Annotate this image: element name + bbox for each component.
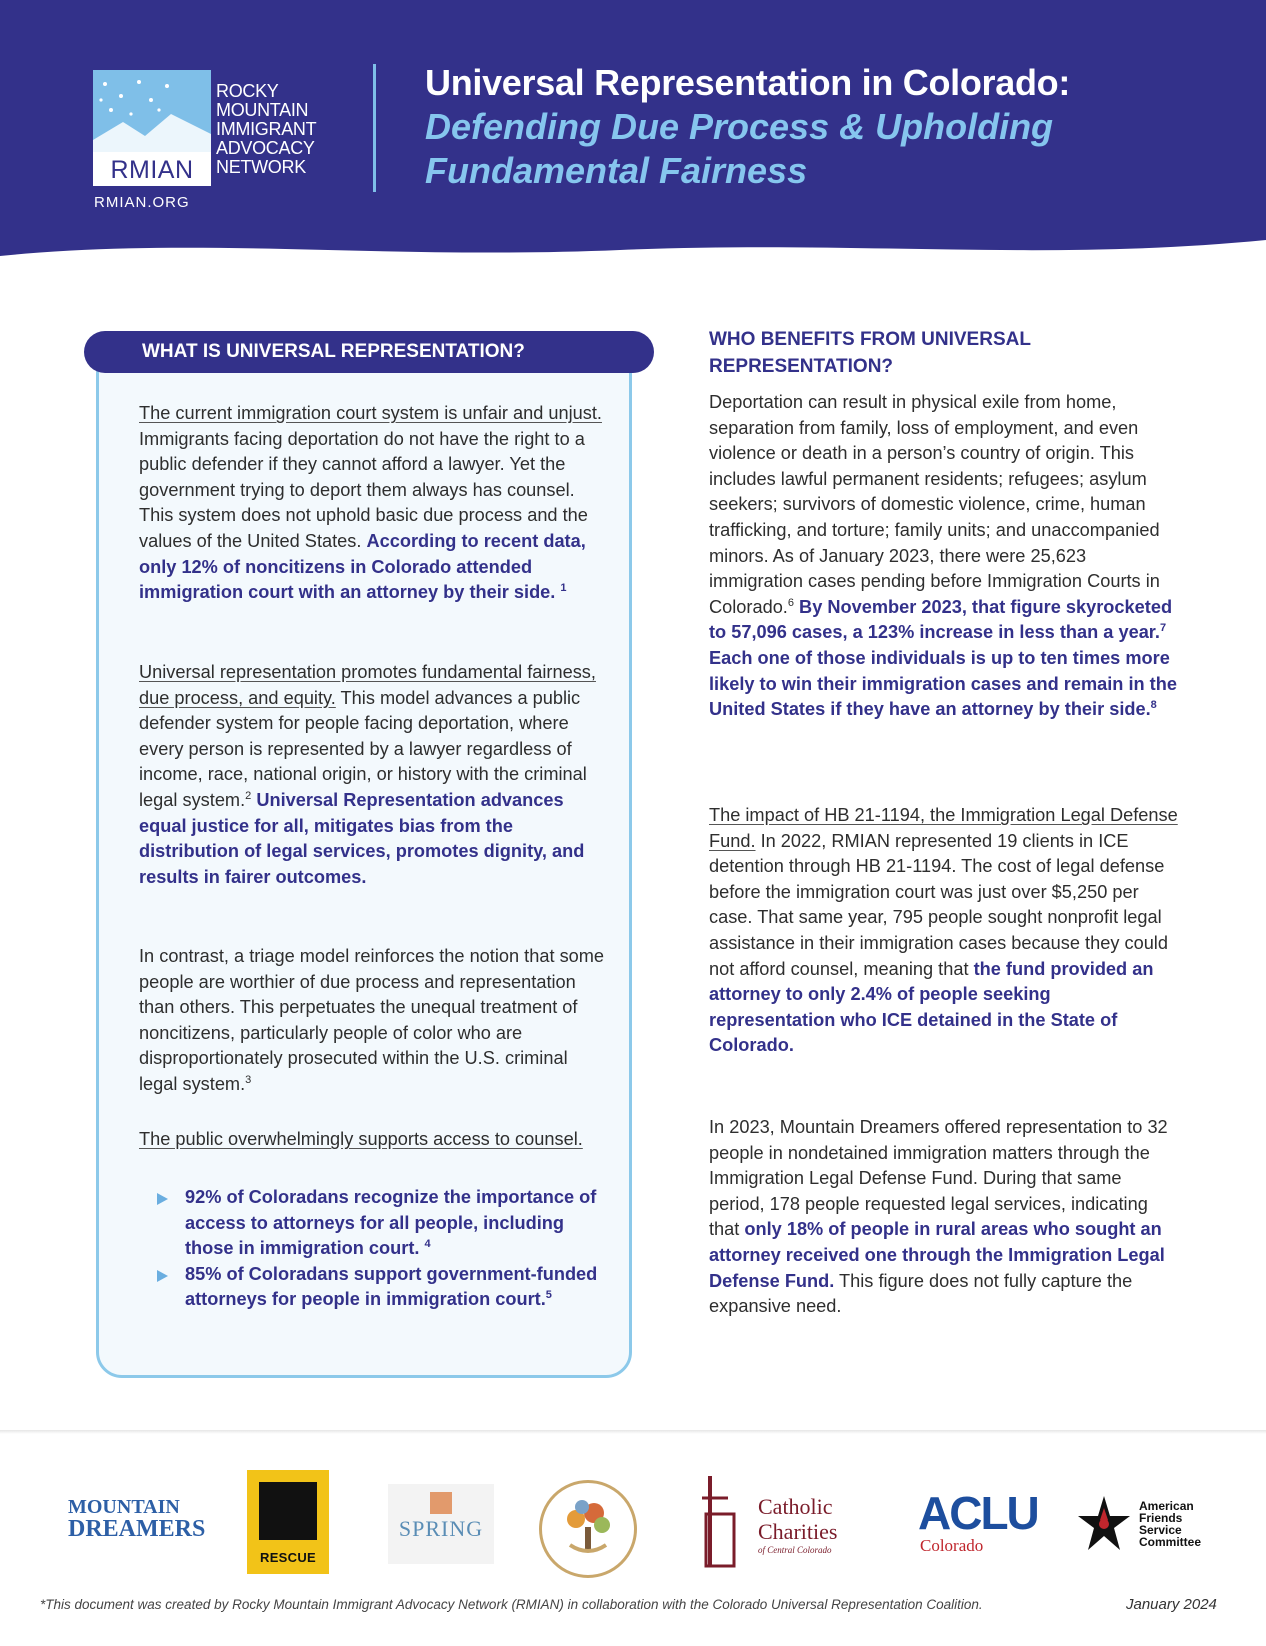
logo-text: [1139, 1500, 1201, 1548]
logo-name-line: IMMIGRANT: [216, 119, 317, 139]
triangle-bullet-icon: [157, 1193, 168, 1205]
logo-text-line: Catholic: [758, 1494, 833, 1519]
manos-logo: [539, 1480, 637, 1578]
logo-text-line: Committee: [1139, 1535, 1202, 1549]
footer-note: *This document was created by Rocky Mountain Immigrant Advocacy Network (RMIAN) in collaboration with the Colorado Universal Representation Coalition.: [40, 1597, 983, 1612]
logo-text: [758, 1494, 837, 1556]
catholic-charities-logo: [700, 1474, 848, 1568]
footnote-ref: 8: [1150, 699, 1157, 712]
logo-name-line: ADVOCACY: [216, 138, 315, 158]
paragraph-lead: The impact of HB 21-1194, the Immigration Legal Defense Fund.: [709, 805, 1178, 851]
list-item: [157, 1262, 609, 1313]
footnote-ref: 5: [545, 1289, 552, 1302]
highlight-text: the fund provided an attorney to only 2.4% of people seeking representation who ICE detained in the State of Colorado.: [709, 958, 1154, 1056]
paragraph-body: In contrast, a triage model reinforces the notion that some people are worthier of due process and representation than others. This perpetuates the unequal treatment of noncitizens, particularly people of color who are disproportionately prosecuted within the U.S. criminal legal system.: [139, 946, 605, 1094]
footnote-ref: 7: [1159, 622, 1167, 635]
footer-date: January 2024: [1126, 1596, 1217, 1613]
highlight-text: By November 2023, that figure skyrocketed to 57,096 cases, a 123% increase in less than a year.: [709, 596, 1173, 643]
logo-text: DREAMERS: [68, 1516, 206, 1542]
paragraph-triage-model: [139, 944, 609, 1098]
document-title: Universal Representation in Colorado:: [425, 62, 1071, 103]
footnote-ref: 6: [787, 596, 794, 609]
footnote-ref: 3: [245, 1073, 252, 1086]
paragraph-body: Immigrants facing deportation do not have the right to a public defender if they cannot afford a lawyer. Yet the government trying to deport them always has counsel. This system does not uphold basic due process and the values of the United States.: [139, 428, 588, 551]
header-banner: [0, 0, 1266, 270]
logo-text-line: Charities: [758, 1519, 838, 1544]
footnote-ref: 2: [245, 789, 252, 802]
highlight-text: According to recent data, only 12% of noncitizens in Colorado attended immigration court with an attorney by their side.: [139, 530, 586, 603]
website-link[interactable]: RMIAN.ORG: [94, 194, 190, 211]
paragraph-body: Deportation can result in physical exile from home, separation from family, loss of employment, and even violence or death in a person’s country of origin. This includes lawful permanent residents; refugees; asylum seekers; survivors of domestic violence, crime, human trafficking, and torture; family units; and unaccompanied minors. As of January 2023, there were 25,623 immigration cases pending before Immigration Courts in Colorado.: [709, 392, 1160, 617]
logo-text: MOUNTAIN: [68, 1496, 180, 1518]
paragraph-universal-representation: [139, 660, 609, 890]
rmian-logo: [93, 70, 211, 186]
footer-divider: [0, 1430, 1266, 1434]
paragraph-lead: The current immigration court system is unfair and unjust.: [139, 403, 602, 423]
paragraph-tail: This figure does not fully capture the expansive need.: [709, 1270, 1133, 1317]
paragraph-body: This model advances a public defender system for people facing deportation, where every person is represented by a lawyer regardless of income, race, national origin, or history with the criminal legal system.: [139, 687, 587, 810]
paragraph-mountain-dreamers: [709, 1115, 1179, 1320]
paragraph-deportation-impact: [709, 390, 1179, 723]
document-subtitle: Defending Due Process & Upholding Fundamental Fairness: [425, 106, 1054, 191]
logo-subtext: Colorado: [920, 1536, 984, 1555]
footnote-ref: 4: [424, 1238, 431, 1251]
header-divider: [373, 64, 376, 192]
bullet-text: 92% of Coloradans recognize the importance of access to attorneys for all people, including those in immigration court.: [185, 1187, 597, 1259]
logo-name-line: MOUNTAIN: [216, 100, 309, 120]
logo-text: RESCUE: [260, 1550, 316, 1565]
panel-heading: WHAT IS UNIVERSAL REPRESENTATION?: [84, 331, 654, 373]
spring-mark-icon: [430, 1492, 452, 1514]
church-outline-icon: [700, 1474, 756, 1568]
highlight-text: Each one of those individuals is up to ten times more likely to win their immigration cases and remain in the United States if they have an attorney by their side.: [709, 647, 1177, 720]
aclu-colorado-logo: [918, 1487, 1042, 1560]
paragraph-public-support: [139, 1127, 609, 1153]
logo-name-line: NETWORK: [216, 157, 306, 177]
bullet-text: 85% of Coloradans support government-funded attorneys for people in immigration court.: [185, 1263, 598, 1310]
mountain-dreamers-logo: [68, 1496, 206, 1557]
footnote-ref: 1: [560, 582, 567, 595]
international-rescue-committee-logo: [247, 1470, 329, 1574]
highlight-text: Universal Representation advances equal justice for all, mitigates bias from the distribution of legal services, promotes dignity, and results in fairer outcomes.: [139, 789, 585, 887]
logo-text: SPRING: [398, 1516, 484, 1541]
support-bullet-list: [157, 1185, 609, 1313]
paragraph-lead: Universal representation promotes fundamental fairness, due process, and equity.: [139, 662, 596, 708]
irc-mark-icon: [259, 1482, 317, 1540]
triangle-bullet-icon: [157, 1270, 168, 1282]
tree-hands-icon: [542, 1483, 634, 1575]
star-icon: [1076, 1494, 1132, 1552]
paragraph-body: In 2023, Mountain Dreamers offered representation to 32 people in nondetained immigration matters through the Immigration Legal Defense Fund. During that same period, 178 people requested legal services, indicating that: [709, 1117, 1168, 1240]
paragraph-body: In 2022, RMIAN represented 19 clients in ICE detention through HB 21-1194. The cost of legal defense before the immigration court was just over $5,250 per case. That same year, 795 people sought nonprofit legal assistance in their immigration cases because they could not afford counsel, meaning that: [709, 830, 1168, 979]
logo-organization-name: [216, 82, 356, 177]
logo-name-line: ROCKY: [216, 81, 279, 101]
paragraph-lead: The public overwhelmingly supports access to counsel.: [139, 1129, 583, 1149]
spring-institute-logo: [388, 1484, 494, 1564]
logo-text-line: Friends: [1139, 1511, 1183, 1525]
paragraph-court-system: [139, 401, 609, 606]
afsc-logo: [1076, 1492, 1216, 1556]
logo-text: ACLU: [918, 1487, 1038, 1539]
section-heading-who-benefits: WHO BENEFITS FROM UNIVERSAL REPRESENTATION?: [709, 329, 1031, 377]
logo-abbreviation: RMIAN: [93, 152, 211, 186]
list-item: [157, 1185, 609, 1262]
logo-subtext: of Central Colorado: [758, 1545, 832, 1555]
paragraph-hb-21-1194: [709, 803, 1179, 1059]
logo-text-line: American: [1139, 1499, 1194, 1513]
highlight-text: only 18% of people in rural areas who sought an attorney received one through the Immigration Legal Defense Fund.: [709, 1219, 1165, 1291]
logo-text-line: Service: [1139, 1523, 1182, 1537]
